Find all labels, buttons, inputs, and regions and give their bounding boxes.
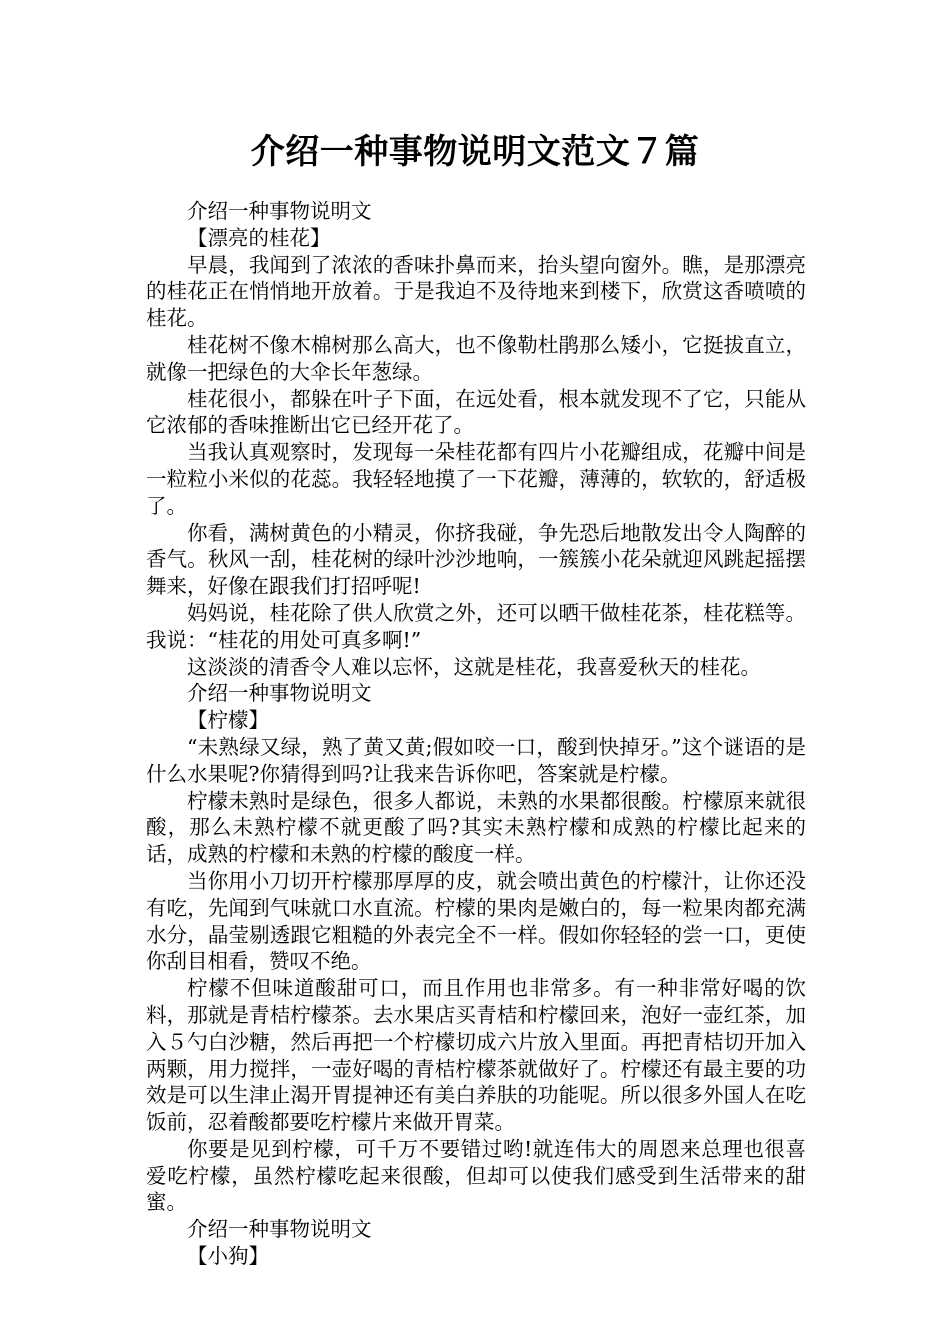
paragraph: 你要是见到柠檬，可千万不要错过哟!就连伟大的周恩来总理也很喜爱吃柠檬，虽然柠檬吃起来很酸，但却可以使我们感受到生活带来的甜蜜。 — [146, 1136, 806, 1215]
section-heading: 【漂亮的桂花】 — [187, 225, 331, 250]
paragraph: 桂花很小，都躲在叶子下面，在远处看，根本就发现不了它，只能从它浓郁的香味推断出它已经开花了。 — [146, 386, 806, 438]
paragraph: 当你用小刀切开柠檬那厚厚的皮，就会喷出黄色的柠檬汁，让你还没有吃，先闻到气味就口水直流。柠檬的果肉是嫩白的，每一粒果肉都充满水分，晶莹剔透跟它粗糙的外表完全不一样。假如你轻轻的尝一口，更使你刮目相看，赞叹不绝。 — [146, 868, 806, 974]
paragraph: 柠檬未熟时是绿色，很多人都说，未熟的水果都很酸。柠檬原来就很酸，那么未熟柠檬不就更酸了吗?其实未熟柠檬和成熟的柠檬比起来的话，成熟的柠檬和未熟的柠檬的酸度一样。 — [146, 788, 806, 867]
paragraph: 早晨，我闻到了浓浓的香味扑鼻而来，抬头望向窗外。瞧，是那漂亮的桂花正在悄悄地开放着。于是我迫不及待地来到楼下，欣赏这香喷喷的桂花。 — [146, 252, 806, 331]
subheading: 介绍一种事物说明文 — [187, 681, 372, 706]
section-heading: 【小狗】 — [187, 1244, 269, 1269]
document-title: 介绍一种事物说明文范文７篇 — [250, 132, 700, 172]
paragraph: 你看，满树黄色的小精灵，你挤我碰，争先恐后地散发出令人陶醉的香气。秋风一刮，桂花树的绿叶沙沙地响，一簇簇小花朵就迎风跳起摇摆舞来，好像在跟我们打招呼呢! — [146, 520, 806, 599]
paragraph: 妈妈说，桂花除了供人欣赏之外，还可以晒干做桂花茶，桂花糕等。我说：“桂花的用处可真多啊!” — [146, 600, 806, 652]
paragraph: 柠檬不但味道酸甜可口，而且作用也非常多。有一种非常好喝的饮料，那就是青桔柠檬茶。去水果店买青桔和柠檬回来，泡好一壶红茶，加入５勺白沙糖，然后再把一个柠檬切成六片放入里面。再把青桔切开加入两颗，用力搅拌，一壶好喝的青桔柠檬茶就做好了。柠檬还有最主要的功效是可以生津止渴开胃提神还有美白养肤的功能呢。所以很多外国人在吃饭前，忍着酸都要吃柠檬片来做开胃菜。 — [146, 976, 806, 1135]
paragraph: 当我认真观察时，发现每一朵桂花都有四片小花瓣组成，花瓣中间是一粒粒小米似的花蕊。我轻轻地摸了一下花瓣，薄薄的，软软的，舒适极了。 — [146, 440, 806, 518]
paragraph: 桂花树不像木棉树那么高大，也不像勒杜鹃那么矮小，它挺拔直立，就像一把绿色的大伞长年葱绿。 — [146, 332, 806, 384]
paragraph: “未熟绿又绿，熟了黄又黄;假如咬一口，酸到快掉牙。”这个谜语的是什么水果呢?你猜得到吗?让我来告诉你吧，答案就是柠檬。 — [146, 734, 806, 786]
section-heading: 【柠檬】 — [187, 708, 269, 733]
paragraph: 这淡淡的清香令人难以忘怀，这就是桂花，我喜爱秋天的桂花。 — [187, 654, 761, 679]
subheading: 介绍一种事物说明文 — [187, 1217, 372, 1242]
subheading: 介绍一种事物说明文 — [187, 199, 372, 223]
document-body — [146, 198, 806, 1270]
